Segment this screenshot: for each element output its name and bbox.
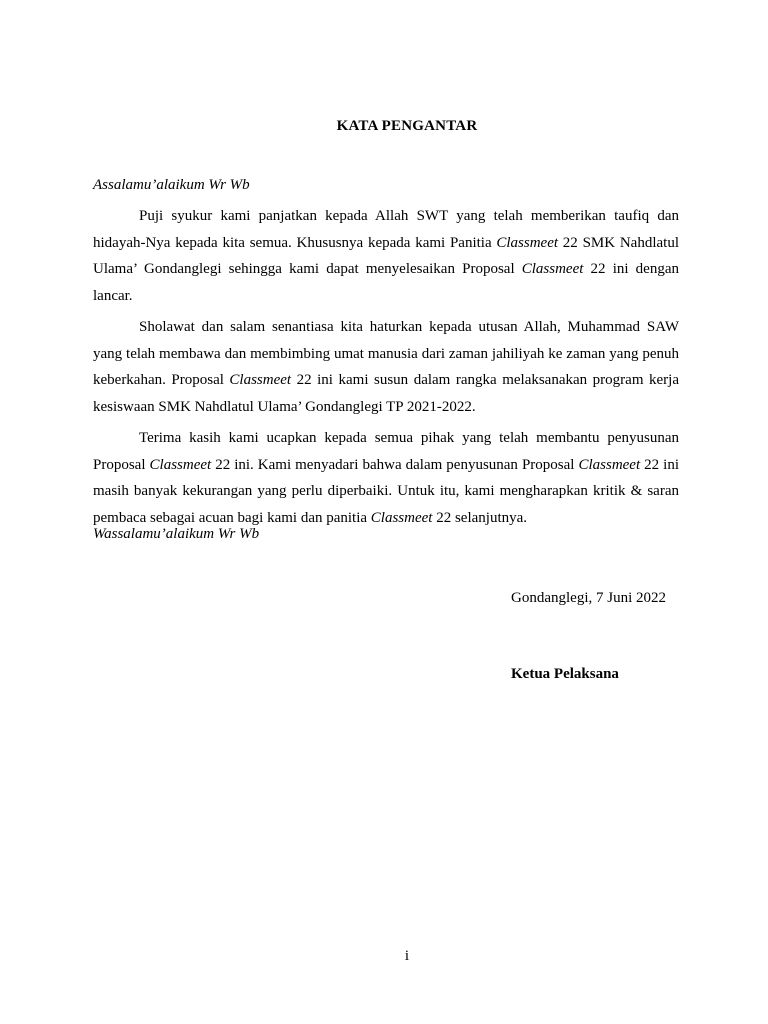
page-title: KATA PENGANTAR [336,118,478,134]
italic-term: Classmeet [370,509,433,526]
paragraph-text: 22 selanjutnya. [432,509,528,526]
paragraph-text: 22 ini masih banyak kekurangan yang perlu diperbaiki. Untuk itu, kami mengharapkan kritik & saran pembaca sebagai acuan bagi kami dan panitia [93,456,679,526]
paragraph-text: Terima kasih kami ucapkan kepada semua pihak yang telah membantu penyusunan Proposal [93,430,679,473]
paragraph-text: 22 ini. Kami menyadari bahwa dalam penyusunan Proposal [211,456,579,473]
paragraph-thanks [93,425,679,531]
italic-term: Classmeet [521,261,584,277]
paragraph-gratitude [93,203,679,309]
opening-greeting: Assalamu’alaikum Wr Wb [93,177,250,193]
paragraph-sholawat [93,314,679,420]
paragraph-text: Puji syukur kami panjatkan kepada Allah SWT yang telah memberikan taufiq dan hidayah-Nya kepada kita semua. Khususnya kepada kami Panitia [93,208,679,251]
body-text [93,203,679,531]
italic-term: Classmeet [496,234,559,251]
paragraph-text: 22 ini kami susun dalam rangka melaksanakan program kerja kesiswaan SMK Nahdlatul Ulama’ Gondanglegi TP 2021-2022. [93,372,679,415]
italic-term: Classmeet [229,372,292,388]
signer-title: Ketua Pelaksana [511,666,619,682]
italic-term: Classmeet [578,456,641,473]
paragraph-text: Sholawat dan salam senantiasa kita haturkan kepada utusan Allah, Muhammad SAW yang telah membawa dan membimbing umat manusia dari zaman jahiliyah ke zaman yang penuh keberkahan. Proposal [93,319,679,388]
italic-term: Classmeet [149,456,212,473]
closing-greeting: Wassalamu’alaikum Wr Wb [93,526,260,542]
page-number: i [404,948,410,964]
paragraph-text: 22 SMK Nahdlatul Ulama’ Gondanglegi sehingga kami dapat menyelesaikan Proposal [93,234,679,277]
place-date: Gondanglegi, 7 Juni 2022 [511,590,666,606]
paragraph-text: 22 ini dengan lancar. [93,261,679,304]
